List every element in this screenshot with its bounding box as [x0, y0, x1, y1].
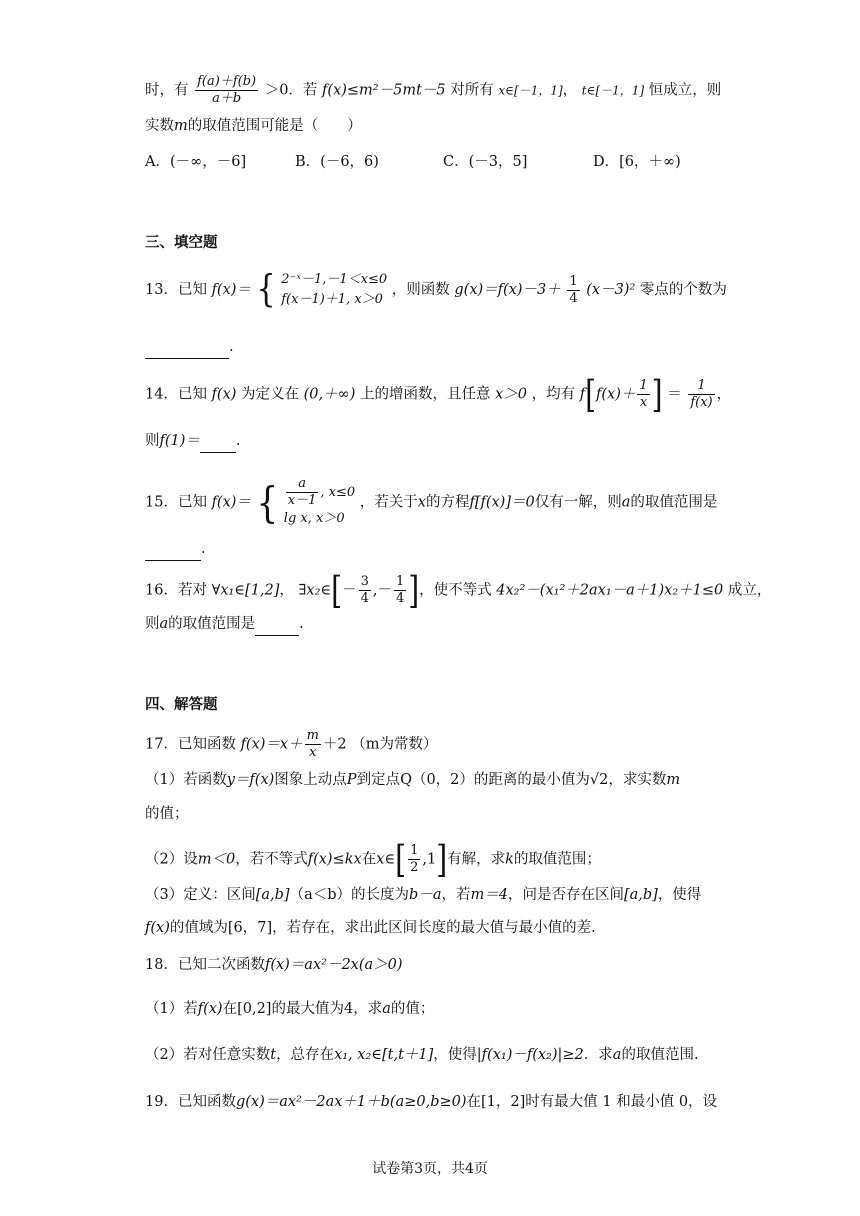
q14-line2: 则f(1)＝ . [145, 430, 241, 453]
piecewise: $\frac{a}{x-1}$ , x≤0 lg x, x＞0 [283, 476, 356, 526]
section-title-answer: 四、解答题 [145, 697, 218, 713]
fraction: $\frac{1}{x}$ [639, 378, 648, 410]
q13-line1: 13．已知 f(x)＝ { 2⁻ˣ－1,－1＜x≤0 f(x－1)＋1, x＞0 ，则函数 g(x)＝f(x)－3＋ $\frac{1}{4}$ (x－3)² 零点的个数为 [145, 267, 727, 312]
q16-line2: 则a的取值范围是 . [145, 613, 304, 636]
piecewise: 2⁻ˣ－1,－1＜x≤0 f(x－1)＋1, x＞0 [281, 272, 388, 307]
answer-blank[interactable] [255, 613, 299, 636]
option-d[interactable]: D．[6，＋∞) [593, 154, 681, 170]
fraction: $\frac{1}{4}$ [569, 273, 578, 306]
answer-blank[interactable] [200, 430, 236, 453]
page-footer: 试卷第3页，共4页 [372, 1161, 488, 1177]
q15-answer-line: . [145, 538, 206, 561]
q17-intro: 17．已知函数 f(x)＝x＋ $\frac{m}{x}$ ＋2 （m为常数） [145, 728, 438, 760]
fraction: $\frac{f(a)+f(b)}{a+b}$ [197, 74, 257, 106]
q12-line2: 实数m的取值范围可能是（ ） [145, 118, 362, 134]
section-title-fill-in: 三、填空题 [145, 235, 218, 251]
option-b[interactable]: B．(－6，6) [295, 154, 379, 170]
q14-line1: 14．已知 f(x) 为定义在 (0,＋∞) 上的增函数，且任意 x＞0 ，均有 f[f(x)＋ $\frac{1}{x}$ ] ＝ $\frac{1}{f(x)}$ ， [145, 371, 732, 417]
answer-blank[interactable] [145, 336, 229, 359]
q12-line1: 时，有 $\frac{f(a)+f(b)}{a+b}$ ＞0．若 f(x)≤m²－5mt－5 对所有 x∈[－1，1]， t∈[－1，1] 恒成立，则 [145, 74, 722, 106]
q13-answer-line: . [145, 336, 234, 359]
q19-intro: 19．已知函数g(x)＝ax²－2ax＋1＋b(a≥0,b≥0)在[1，2]时有最大值 1 和最小值 0，设 [145, 1094, 718, 1110]
q17-part3: （3）定义：区间[a,b]（a＜b）的长度为b－a，若m＝4，问是否存在区间[a,b]，使得 [145, 887, 702, 903]
q18-intro: 18．已知二次函数f(x)＝ax²－2x(a＞0) [145, 957, 403, 973]
q15-line1: 15．已知 f(x)＝ { $\frac{a}{x-1}$ , x≤0 lg x, x＞0 ，若关于x的方程f[f(x)]＝0仅有一解，则a的取值范围是 [145, 476, 718, 528]
q18-part2: （2）若对任意实数t，总存在x₁, x₂∈[t,t＋1]，使得|f(x₁)－f(x₂)|≥2．求a的取值范围. [145, 1047, 699, 1063]
q17-part1: （1）若函数y＝f(x)图象上动点P到定点Q（0，2）的距离的最小值为√2，求实数m [145, 772, 681, 788]
q17-part1-cont: 的值； [145, 806, 189, 822]
fraction: $\frac{1}{f(x)}$ [690, 378, 713, 410]
option-c[interactable]: C．(－3，5] [443, 154, 528, 170]
answer-blank[interactable] [145, 538, 201, 561]
q17-part2: （2）设m＜0，若不等式f(x)≤kx在x∈[ $\frac{1}{2}$ ,1]有解，求k的取值范围； [145, 836, 601, 882]
q17-part3-cont: f(x)的值域为[6，7]，若存在，求出此区间长度的最大值与最小值的差. [145, 920, 596, 936]
q16-line1: 16．若对 ∀x₁∈[1,2]， ∃x₂∈[－ $\frac{3}{4}$ ,－ $\frac{1}{4}$ ]，使不等式 4x₂²－(x₁²＋2ax₁－a＋1)x₂＋1≤0 成立， [145, 567, 772, 613]
option-a[interactable]: A．(－∞，－6] [145, 154, 247, 170]
q18-part1: （1）若f(x)在[0,2]的最大值为4，求a的值； [145, 1001, 435, 1017]
